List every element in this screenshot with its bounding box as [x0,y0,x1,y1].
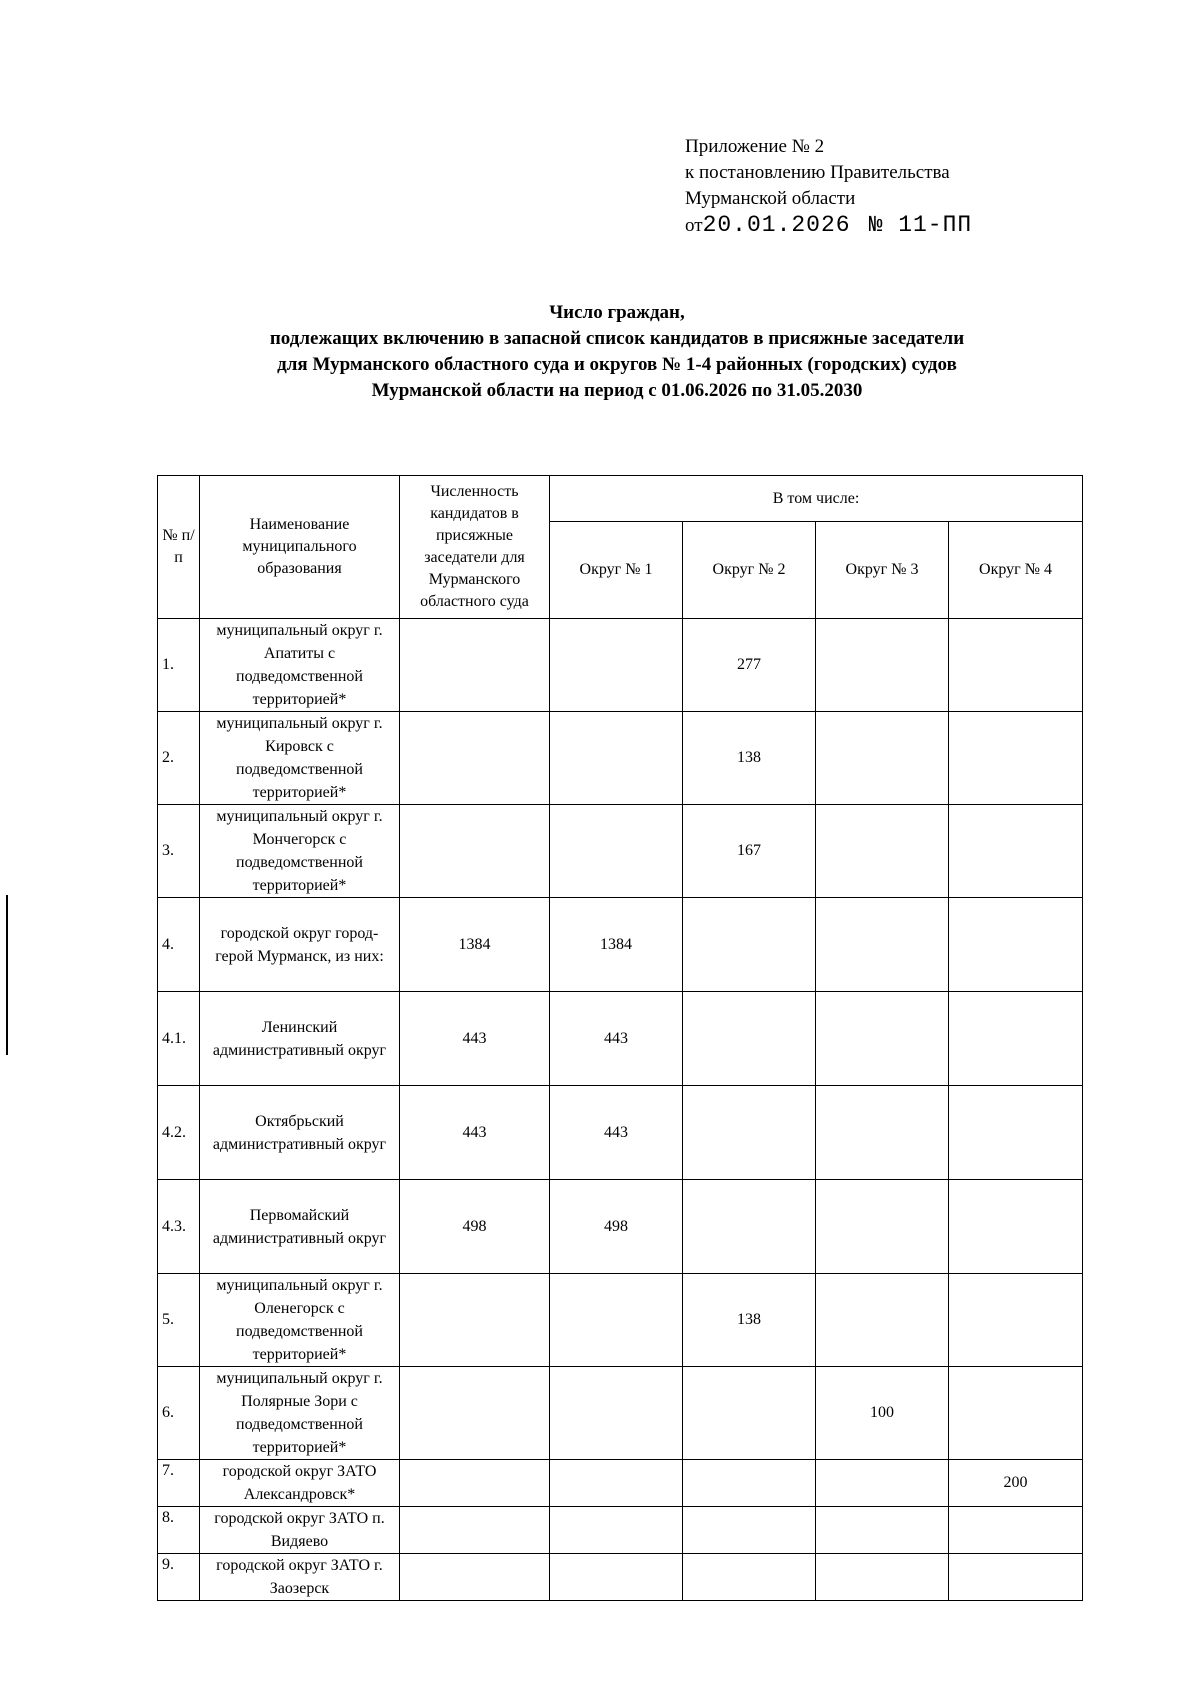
row-num: 2. [158,712,200,805]
row-okrug-3 [816,619,949,712]
row-regional [400,1274,550,1367]
row-okrug-3 [816,1554,949,1601]
row-okrug-1 [550,1507,683,1554]
table-row [158,1367,1083,1460]
row-okrug-4: 200 [949,1460,1083,1507]
row-regional [400,1367,550,1460]
header-okrug-3: Округ № 3 [816,522,949,619]
row-okrug-4 [949,898,1083,992]
header-name: Наименование муниципального образования [200,476,400,619]
title-line-1: Число граждан, [549,302,685,323]
row-okrug-1: 443 [550,1086,683,1180]
scan-edge-mark [6,895,8,1055]
table-row [158,1180,1083,1274]
header-num: № п/п [158,476,200,619]
row-name: муниципальный округ г. Апатиты с подведомственной территорией* [200,619,400,712]
row-name: Октябрьский административный округ [200,1086,400,1180]
row-name: муниципальный округ г. Полярные Зори с подведомственной территорией* [200,1367,400,1460]
row-okrug-4 [949,1086,1083,1180]
row-okrug-2 [683,1554,816,1601]
row-okrug-1 [550,1460,683,1507]
appendix-line-3: Мурманской области [685,188,856,209]
table-row [158,1507,1083,1554]
row-name: городской округ ЗАТО Александровск* [200,1460,400,1507]
row-regional: 443 [400,992,550,1086]
row-okrug-4 [949,712,1083,805]
row-okrug-2: 277 [683,619,816,712]
row-name: муниципальный округ г. Мончегорск с подведомственной территорией* [200,805,400,898]
appendix-header [685,134,972,239]
table-row [158,1086,1083,1180]
title-line-3: для Мурманского областного суда и округов № 1-4 районных (городских) судов [277,354,957,375]
header-okrug-1: Округ № 1 [550,522,683,619]
row-okrug-1 [550,1274,683,1367]
row-okrug-2 [683,1460,816,1507]
table-row [158,805,1083,898]
row-regional: 443 [400,1086,550,1180]
table-row [158,1274,1083,1367]
row-okrug-4 [949,1274,1083,1367]
appendix-number: № 11-ПП [868,212,973,238]
row-okrug-3 [816,1086,949,1180]
header-okrug-4: Округ № 4 [949,522,1083,619]
row-okrug-2 [683,1086,816,1180]
row-num: 6. [158,1367,200,1460]
row-okrug-2: 138 [683,712,816,805]
title-line-4: Мурманской области на период с 01.06.2026 по 31.05.2030 [371,380,863,401]
row-regional [400,1460,550,1507]
row-okrug-3 [816,805,949,898]
row-num: 1. [158,619,200,712]
row-okrug-4 [949,1367,1083,1460]
appendix-line-1: Приложение № 2 [685,136,825,157]
row-okrug-3: 100 [816,1367,949,1460]
row-okrug-2 [683,1367,816,1460]
table-row [158,992,1083,1086]
row-name: городской округ город-герой Мурманск, из них: [200,898,400,992]
row-okrug-2 [683,1507,816,1554]
row-okrug-2 [683,1180,816,1274]
row-num: 9. [158,1554,200,1601]
row-regional [400,1554,550,1601]
row-okrug-1 [550,712,683,805]
row-okrug-4 [949,1180,1083,1274]
row-okrug-1 [550,1554,683,1601]
row-num: 4. [158,898,200,992]
table-row [158,1554,1083,1601]
row-okrug-1 [550,1367,683,1460]
row-okrug-2: 138 [683,1274,816,1367]
row-regional [400,805,550,898]
row-name: муниципальный округ г. Кировск с подведомственной территорией* [200,712,400,805]
row-num: 7. [158,1460,200,1507]
table-row [158,898,1083,992]
row-okrug-4 [949,992,1083,1086]
row-num: 8. [158,1507,200,1554]
row-regional: 1384 [400,898,550,992]
table-row [158,619,1083,712]
row-okrug-3 [816,1180,949,1274]
row-name: Первомайский административный округ [200,1180,400,1274]
row-okrug-1 [550,619,683,712]
row-okrug-4 [949,619,1083,712]
row-name: городской округ ЗАТО г. Заозерск [200,1554,400,1601]
row-okrug-3 [816,898,949,992]
candidates-table [157,475,1083,1601]
row-okrug-2 [683,898,816,992]
row-regional [400,712,550,805]
row-regional [400,619,550,712]
row-okrug-3 [816,1507,949,1554]
row-num: 4.3. [158,1180,200,1274]
row-name: муниципальный округ г. Оленегорск с подведомственной территорией* [200,1274,400,1367]
header-including: В том числе: [550,476,1083,522]
row-okrug-3 [816,1460,949,1507]
row-name: городской округ ЗАТО п. Видяево [200,1507,400,1554]
appendix-date-line [685,212,972,239]
row-num: 3. [158,805,200,898]
row-okrug-2: 167 [683,805,816,898]
row-regional: 498 [400,1180,550,1274]
row-okrug-4 [949,805,1083,898]
row-okrug-1 [550,805,683,898]
row-okrug-1: 1384 [550,898,683,992]
table-row [158,1460,1083,1507]
row-regional [400,1507,550,1554]
row-num: 4.1. [158,992,200,1086]
row-okrug-3 [816,1274,949,1367]
row-okrug-1: 443 [550,992,683,1086]
row-name: Ленинский административный округ [200,992,400,1086]
title-line-2: подлежащих включению в запасной список кандидатов в присяжные заседатели [269,328,965,349]
document-title [150,300,1084,404]
appendix-date: 20.01.2026 [702,212,851,238]
row-num: 5. [158,1274,200,1367]
header-regional: Численность кандидатов в присяжные заседатели для Мурманского областного суда [400,476,550,619]
row-okrug-4 [949,1554,1083,1601]
row-okrug-4 [949,1507,1083,1554]
header-okrug-2: Округ № 2 [683,522,816,619]
row-okrug-1: 498 [550,1180,683,1274]
row-okrug-3 [816,712,949,805]
row-okrug-3 [816,992,949,1086]
table-row [158,712,1083,805]
row-num: 4.2. [158,1086,200,1180]
row-okrug-2 [683,992,816,1086]
appendix-date-prefix: от [685,215,703,236]
appendix-line-2: к постановлению Правительства [685,162,950,183]
